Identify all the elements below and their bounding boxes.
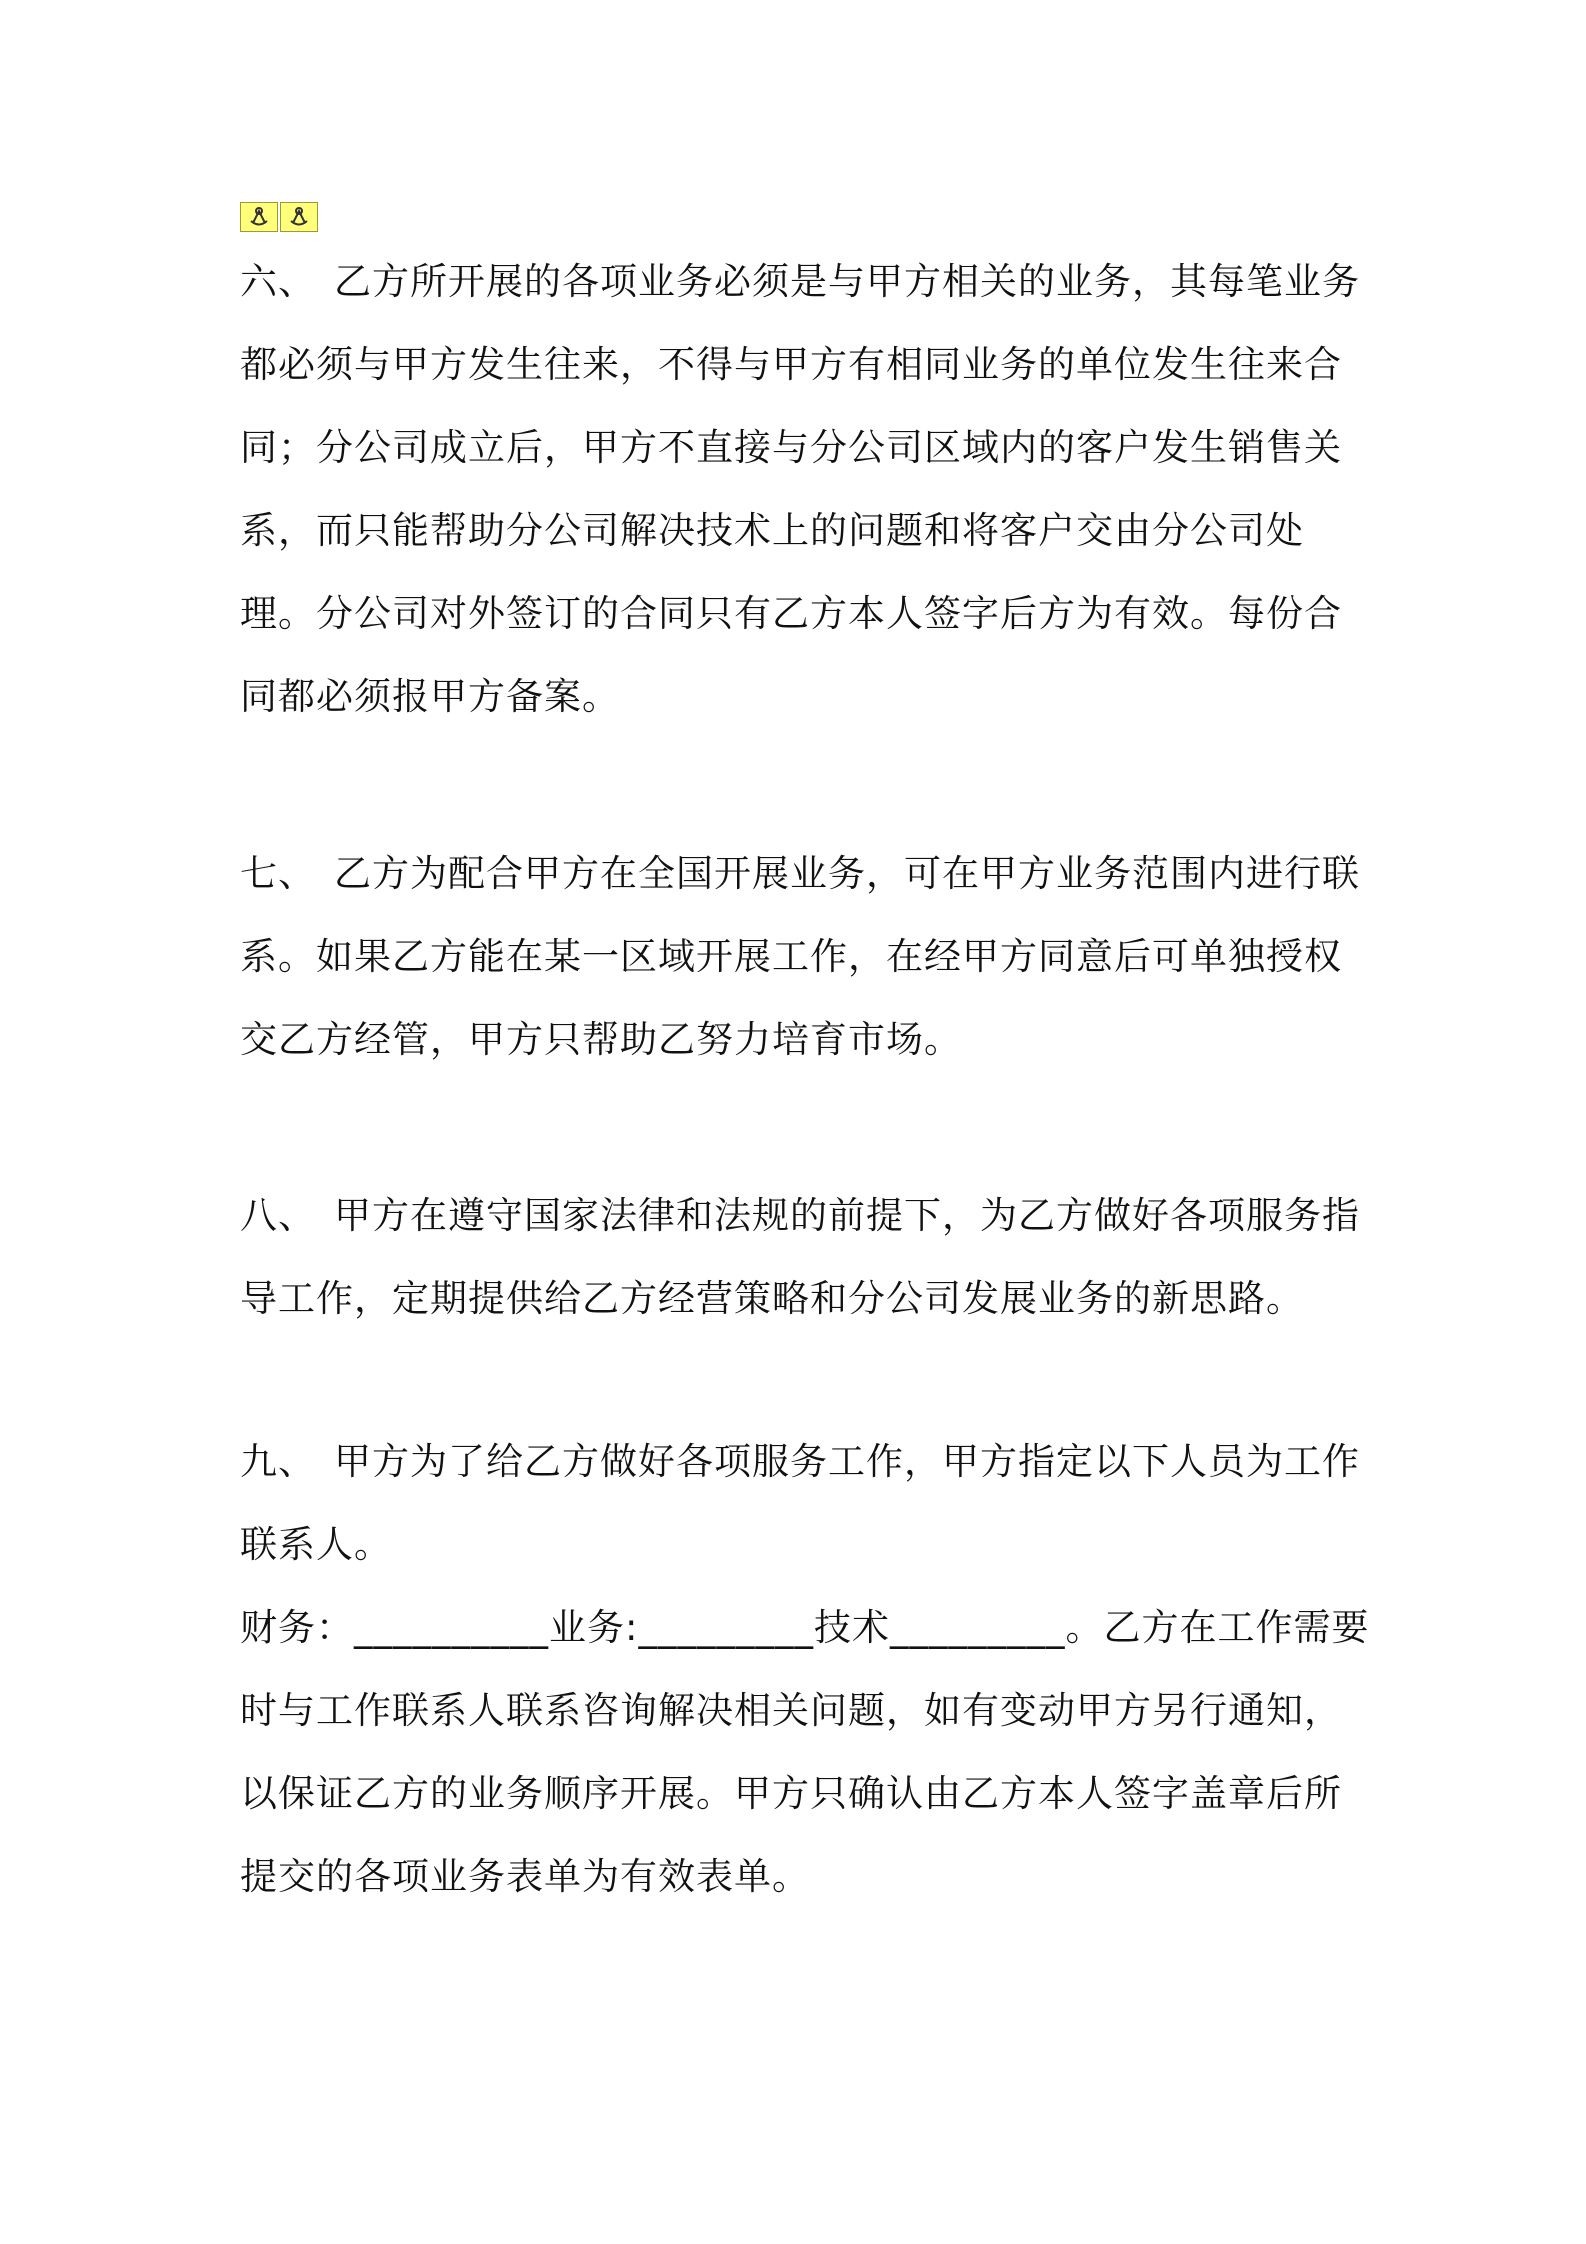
anchor-icon [240, 202, 278, 232]
clause-8 [240, 1174, 1360, 1340]
clause-line: 系，而只能帮助分公司解决技术上的问题和将客户交由分公司处 [240, 509, 1304, 552]
anchor-marks [240, 202, 318, 232]
clause-line: 同；分公司成立后，甲方不直接与分公司区域内的客户发生销售关 [240, 426, 1342, 469]
clause-7 [240, 832, 1360, 1081]
clause-line: 七、 乙方为配合甲方在全国开展业务，可在甲方业务范围内进行联 [240, 832, 1360, 915]
clause-line: 系。如果乙方能在某一区域开展工作，在经甲方同意后可单独授权 [240, 935, 1342, 978]
clause-line: 六、 乙方所开展的各项业务必须是与甲方相关的业务，其每笔业务 [240, 240, 1360, 323]
clause-line: 同都必须报甲方备案。 [240, 675, 620, 718]
clause-line: 八、 甲方在遵守国家法律和法规的前提下，为乙方做好各项服务指 [240, 1174, 1360, 1257]
clause-line: 联系人。 [240, 1523, 392, 1566]
clause-number: 八、 [240, 1194, 316, 1237]
clause-line: 导工作，定期提供给乙方经营策略和分公司发展业务的新思路。 [240, 1277, 1304, 1320]
clause-9 [240, 1420, 1370, 1918]
clause-number: 九、 [240, 1440, 316, 1483]
clause-line: 交乙方经管，甲方只帮助乙努力培育市场。 [240, 1018, 962, 1061]
clause-6 [240, 240, 1360, 738]
clause-line: 都必须与甲方发生往来，不得与甲方有相同业务的单位发生往来合 [240, 343, 1342, 386]
clause-line: 时与工作联系人联系咨询解决相关问题，如有变动甲方另行通知， [240, 1689, 1342, 1732]
clause-line: 提交的各项业务表单为有效表单。 [240, 1855, 810, 1898]
clause-line: 九、 甲方为了给乙方做好各项服务工作，甲方指定以下人员为工作 [240, 1420, 1360, 1503]
clause-line: 理。分公司对外签订的合同只有乙方本人签字后方为有效。每份合 [240, 592, 1342, 635]
clause-line: 以保证乙方的业务顺序开展。甲方只确认由乙方本人签字盖章后所 [240, 1772, 1342, 1815]
anchor-icon [280, 202, 318, 232]
contact-fields-line: 财务：__________业务:_________技术_________。乙方在工作需要 [240, 1606, 1370, 1649]
clause-number: 七、 [240, 852, 316, 895]
clause-number: 六、 [240, 260, 316, 303]
